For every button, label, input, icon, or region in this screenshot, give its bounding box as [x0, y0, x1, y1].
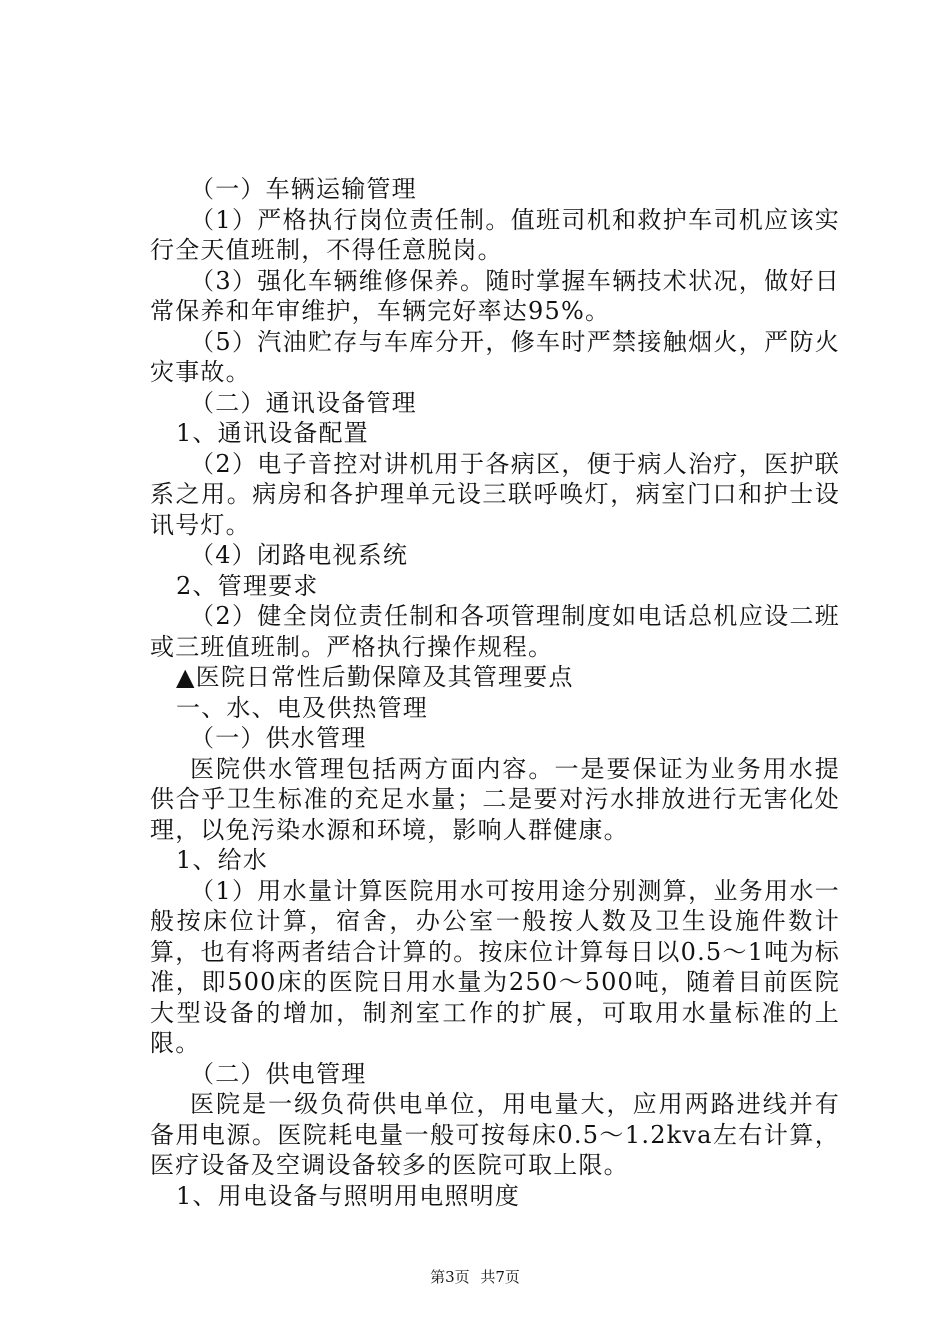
subheading-water-feed: 1、给水 [176, 846, 269, 874]
paragraph-intercom: （2）电子音控对讲机用于各病区，便于病人治疗，医护联系之用。病房和各护理单元设三联呼唤灯，病室门口和护士设讯号灯。 [150, 449, 840, 539]
heading-water-power-heating: 一、水、电及供热管理 [176, 693, 428, 722]
paragraph-power-supply-content: 医院是一级负荷供电单位，用电量大，应用两路进线并有备用电源。医院耗电量一般可按每床0.5～1.2kva左右计算，医疗设备及空调设备较多的医院可取上限。 [150, 1090, 840, 1179]
subheading-management-requirements: 2、管理要求 [176, 571, 319, 600]
subheading-lighting: 1、用电设备与照明用电照明度 [176, 1181, 521, 1210]
section-heading-water-supply: （一）供水管理 [190, 724, 367, 752]
paragraph-water-calculation: （1）用水量计算医院用水可按用途分别测算，业务用水一般按床位计算，宿舍，办公室一般按人数及卫生设施件数计算，也有将两者结合计算的。按床位计算每日以0.5～1吨为标准，即500床的医院日用水量为250～500吨，随着目前医院大型设备的增加，制剂室工作的扩展，可取用水量标准的上限。 [150, 876, 840, 1057]
paragraph-post-responsibility: （1）严格执行岗位责任制。值班司机和救护车司机应该实行全天值班制，不得任意脱岗。 [150, 205, 840, 264]
section-heading-power-supply: （二）供电管理 [190, 1059, 367, 1088]
subheading-equipment-configuration: 1、通讯设备配置 [176, 419, 369, 447]
document-body [150, 174, 840, 1211]
paragraph-responsibility-system: （2）健全岗位责任制和各项管理制度如电话总机应设二班或三班值班制。严格执行操作规程。 [150, 602, 840, 661]
page-footer [0, 1267, 950, 1287]
page-number: 第3页 [430, 1268, 470, 1286]
section-heading-vehicle-transport: （一）车辆运输管理 [190, 175, 417, 203]
paragraph-vehicle-maintenance: （3）强化车辆维修保养。随时掌握车辆技术状况，做好日常保养和年审维护，车辆完好率达95%。 [150, 266, 840, 325]
paragraph-fuel-storage: （5）汽油贮存与车库分开，修车时严禁接触烟火，严防火灾事故。 [150, 327, 840, 386]
paragraph-water-supply-content: 医院供水管理包括两方面内容。一是要保证为业务用水提供合乎卫生标准的充足水量；二是要对污水排放进行无害化处理，以免污染水源和环境，影响人群健康。 [150, 754, 840, 844]
page-total: 共7页 [480, 1268, 520, 1286]
heading-daily-logistics: ▲医院日常性后勤保障及其管理要点 [176, 663, 574, 691]
section-heading-communication-equipment: （二）通讯设备管理 [190, 388, 417, 417]
paragraph-cctv: （4）闭路电视系统 [190, 541, 409, 569]
